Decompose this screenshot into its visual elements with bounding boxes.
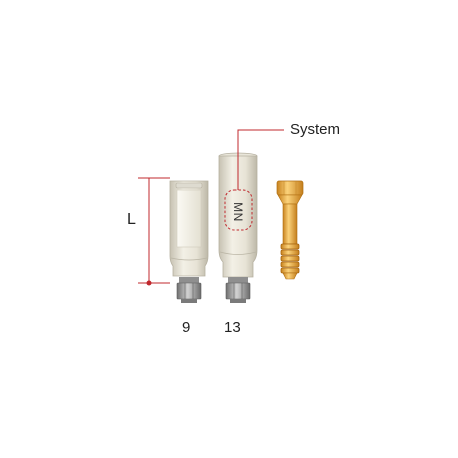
abutment-9-icon <box>170 181 208 303</box>
engraving-label: MN <box>231 202 245 222</box>
size-13-label: 13 <box>224 319 241 336</box>
system-label: System <box>290 121 341 138</box>
abutment-screw-icon <box>277 181 303 279</box>
size-9-label: 9 <box>182 319 191 336</box>
length-label: L <box>127 211 136 228</box>
length-dimension <box>138 178 170 286</box>
hex-connection-icon <box>177 277 201 303</box>
